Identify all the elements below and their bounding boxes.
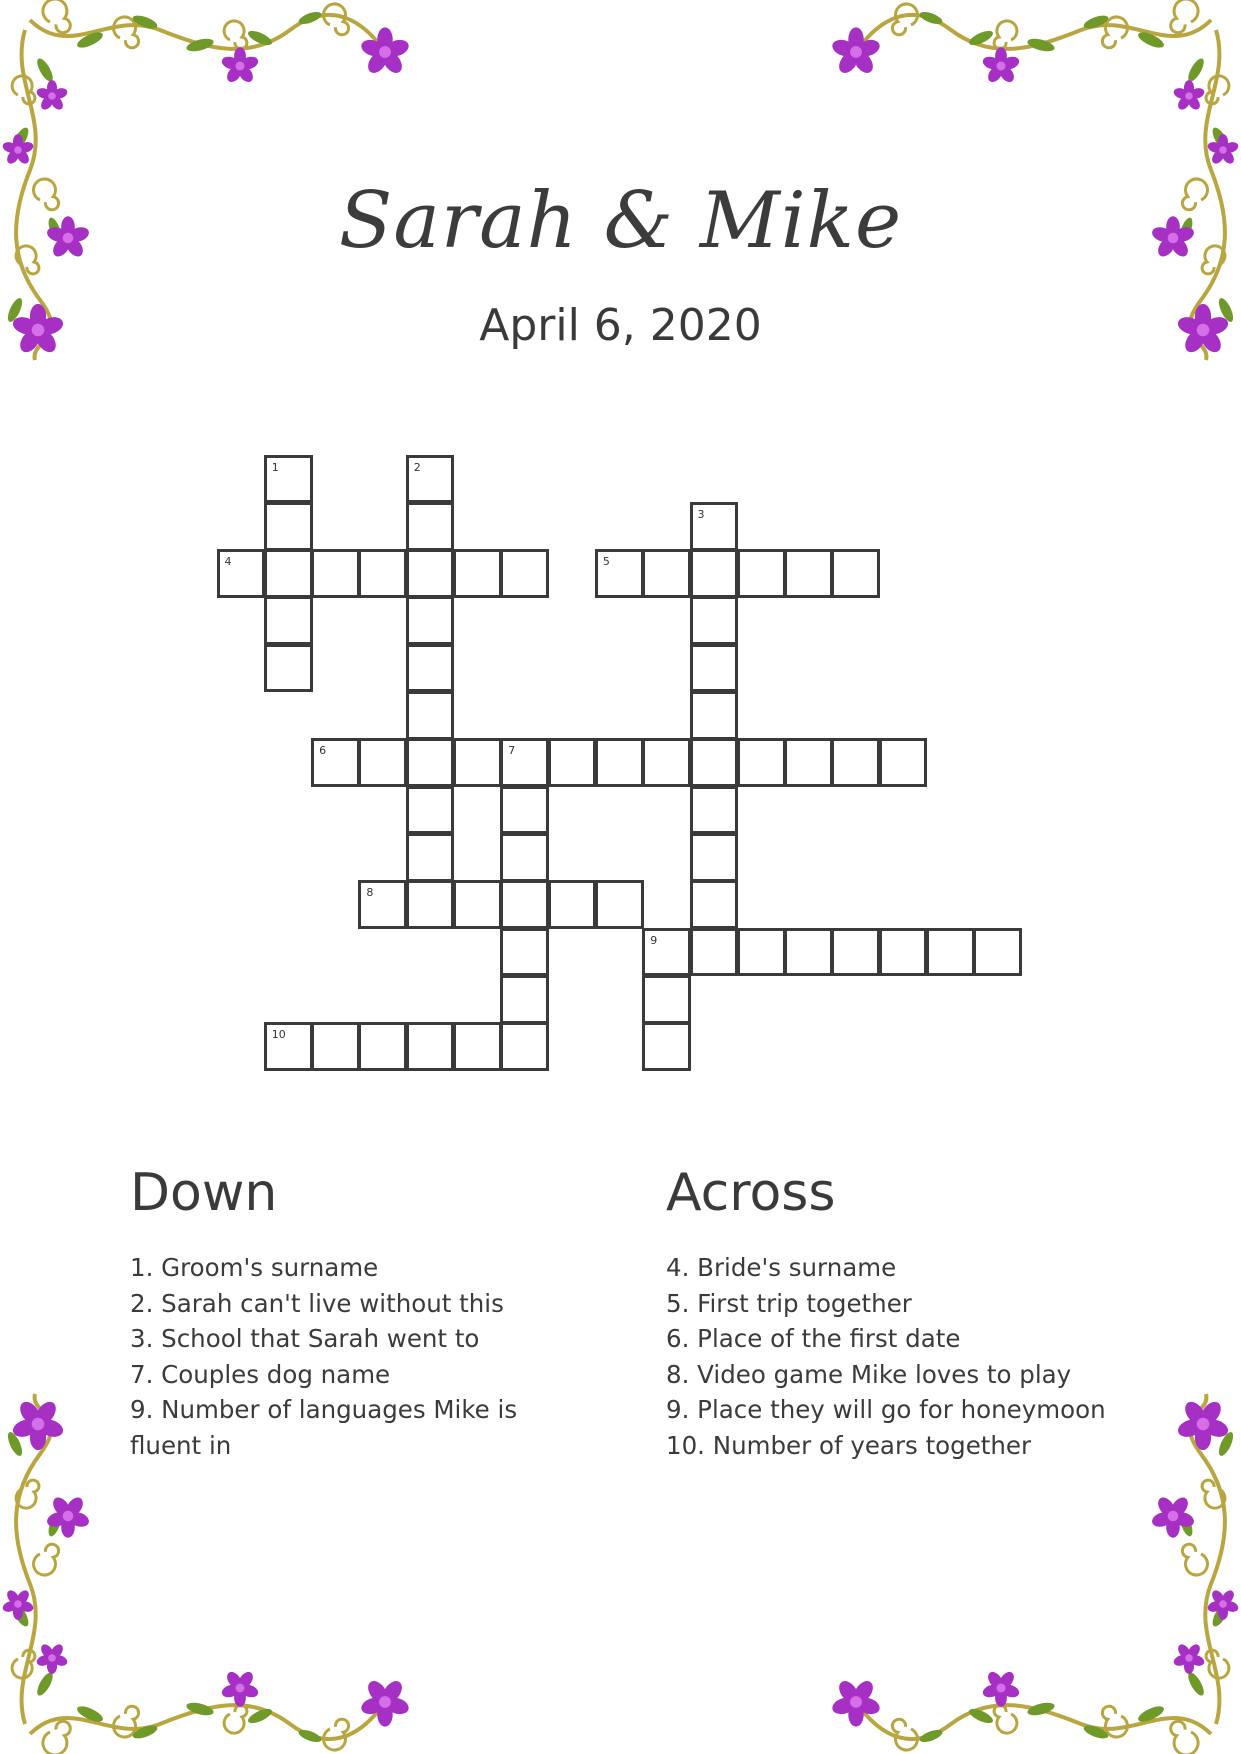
clue-number: 1 [271, 460, 279, 474]
crossword-cell[interactable] [264, 596, 313, 645]
crossword-cell[interactable] [358, 549, 407, 598]
across-clue: 4. Bride's surname [666, 1253, 897, 1282]
crossword-cell[interactable] [500, 975, 549, 1024]
crossword-cell[interactable] [264, 1022, 313, 1071]
crossword-cell[interactable] [595, 738, 644, 787]
clue-number: 6 [319, 744, 327, 758]
crossword-cell[interactable] [690, 880, 739, 929]
crossword-cell[interactable] [642, 738, 691, 787]
crossword-cell[interactable] [311, 738, 360, 787]
crossword-cell[interactable] [500, 833, 549, 882]
clue-number: 7 [508, 744, 516, 758]
crossword-cell[interactable] [453, 880, 502, 929]
crossword-cell[interactable] [500, 738, 549, 787]
crossword-cell[interactable] [784, 928, 833, 977]
crossword-cell[interactable] [453, 1022, 502, 1071]
crossword-cell[interactable] [595, 880, 644, 929]
across-clue: 6. Place of the first date [666, 1324, 961, 1353]
crossword-cell[interactable] [879, 738, 928, 787]
crossword-cell[interactable] [642, 928, 691, 977]
crossword-cell[interactable] [784, 549, 833, 598]
crossword-cell[interactable] [690, 502, 739, 551]
crossword-cell[interactable] [358, 738, 407, 787]
crossword-cell[interactable] [358, 1022, 407, 1071]
crossword-cell[interactable] [737, 738, 786, 787]
crossword-cell[interactable] [690, 596, 739, 645]
crossword-cell[interactable] [264, 455, 313, 504]
down-clue: 2. Sarah can't live without this [130, 1288, 504, 1318]
crossword-cell[interactable] [453, 549, 502, 598]
crossword-cell[interactable] [264, 502, 313, 551]
crossword-cell[interactable] [690, 928, 739, 977]
crossword-cell[interactable] [548, 880, 597, 929]
down-clue-list [130, 1250, 550, 1463]
crossword-cell[interactable] [500, 880, 549, 929]
crossword-cell[interactable] [926, 928, 975, 977]
clue-number: 4 [224, 555, 232, 569]
crossword-cell[interactable] [879, 928, 928, 977]
clue-number: 10 [271, 1028, 286, 1042]
crossword-cell[interactable] [973, 928, 1022, 977]
event-date: April 6, 2020 [479, 300, 762, 351]
crossword-cell[interactable] [690, 644, 739, 693]
crossword-cell[interactable] [500, 1022, 549, 1071]
crossword-cell[interactable] [500, 928, 549, 977]
down-clue: 9. Number of languages Mike is fluent in [130, 1395, 518, 1460]
crossword-cell[interactable] [406, 455, 455, 504]
crossword-cell[interactable] [642, 1022, 691, 1071]
clue-number: 2 [413, 460, 421, 474]
crossword-cell[interactable] [453, 738, 502, 787]
crossword-cell[interactable] [784, 738, 833, 787]
clue-number: 9 [650, 933, 658, 947]
crossword-cell[interactable] [406, 1022, 455, 1071]
crossword-cell[interactable] [737, 549, 786, 598]
across-clue-list [666, 1250, 1126, 1463]
crossword-cell[interactable] [406, 691, 455, 740]
across-heading: Across [666, 1163, 836, 1223]
crossword-cell[interactable] [406, 833, 455, 882]
crossword-cell[interactable] [264, 644, 313, 693]
clue-number: 8 [366, 886, 374, 900]
clue-number: 5 [602, 555, 610, 569]
clue-number: 3 [697, 507, 705, 521]
crossword-cell[interactable] [406, 738, 455, 787]
crossword-cell[interactable] [831, 738, 880, 787]
page-title: Sarah & Mike [338, 176, 903, 266]
crossword-cell[interactable] [217, 549, 266, 598]
crossword-cell[interactable] [406, 786, 455, 835]
crossword-cell[interactable] [406, 880, 455, 929]
crossword-cell[interactable] [311, 1022, 360, 1071]
crossword-cell[interactable] [500, 786, 549, 835]
crossword-cell[interactable] [831, 549, 880, 598]
crossword-cell[interactable] [358, 880, 407, 929]
crossword-cell[interactable] [548, 738, 597, 787]
crossword-cell[interactable] [737, 928, 786, 977]
across-clue: 8. Video game Mike loves to play [666, 1359, 1072, 1389]
crossword-cell[interactable] [406, 502, 455, 551]
crossword-cell[interactable] [690, 691, 739, 740]
crossword-cell[interactable] [595, 549, 644, 598]
down-clue: 3. School that Sarah went to [130, 1324, 480, 1353]
down-clue: 7. Couples dog name [130, 1359, 391, 1389]
crossword-cell[interactable] [690, 786, 739, 835]
crossword-cell[interactable] [264, 549, 313, 598]
crossword-cell[interactable] [690, 549, 739, 598]
across-clue: 9. Place they will go for honeymoon [666, 1395, 1106, 1424]
across-clue: 10. Number of years together [666, 1430, 1032, 1460]
across-clue: 5. First trip together [666, 1288, 912, 1318]
crossword-cell[interactable] [690, 833, 739, 882]
crossword-cell[interactable] [406, 549, 455, 598]
crossword-cell[interactable] [690, 738, 739, 787]
crossword-cell[interactable] [406, 596, 455, 645]
crossword-cell[interactable] [406, 644, 455, 693]
crossword-cell[interactable] [642, 549, 691, 598]
crossword-cell[interactable] [831, 928, 880, 977]
crossword-cell[interactable] [500, 549, 549, 598]
crossword-cell[interactable] [311, 549, 360, 598]
down-clue: 1. Groom's surname [130, 1253, 379, 1282]
crossword-cell[interactable] [642, 975, 691, 1024]
down-heading: Down [130, 1163, 278, 1223]
